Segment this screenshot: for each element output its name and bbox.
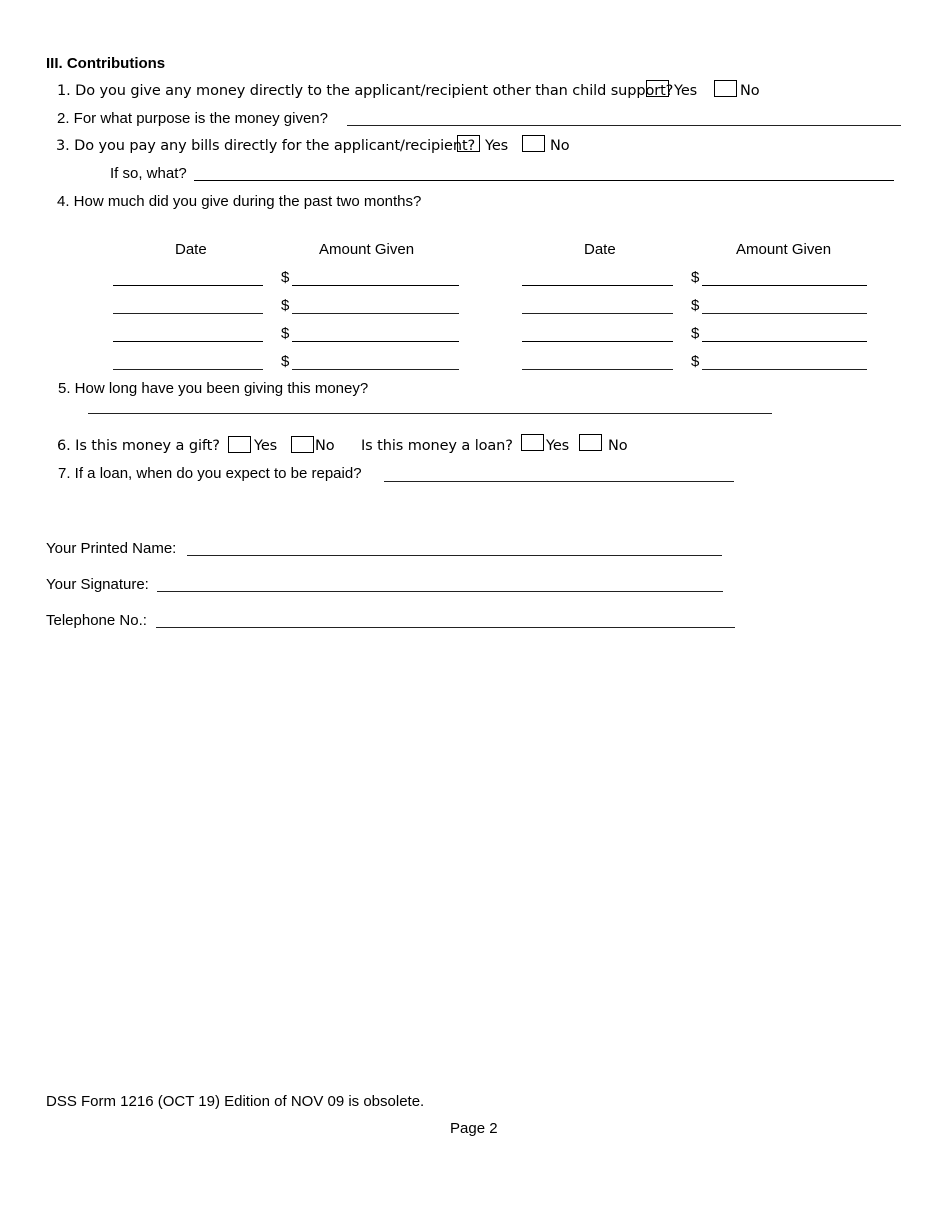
question-6-gift-text: 6. Is this money a gift? [57, 438, 220, 454]
date-left-line[interactable] [113, 285, 263, 286]
amount-left-line[interactable] [292, 285, 459, 286]
section-title: III. Contributions [46, 55, 166, 72]
date-left-line[interactable] [113, 313, 263, 314]
currency-sign: $ [691, 297, 700, 314]
q2-answer-line[interactable] [347, 125, 901, 126]
q3-no-label: No [550, 138, 570, 154]
telephone-line[interactable] [156, 627, 735, 628]
q3-followup-label: If so, what? [110, 165, 187, 182]
q6-loan-yes-label: Yes [546, 438, 570, 454]
signature-label: Your Signature: [46, 576, 149, 593]
q1-yes-checkbox[interactable] [646, 80, 669, 97]
currency-sign: $ [691, 325, 700, 342]
q3-followup-line[interactable] [194, 180, 894, 181]
printed-name-line[interactable] [187, 555, 722, 556]
signature-line[interactable] [157, 591, 723, 592]
question-4-text: 4. How much did you give during the past two months? [57, 193, 422, 210]
col-amount-right-header: Amount Given [736, 241, 832, 258]
q1-yes-label: Yes [674, 83, 698, 99]
telephone-label: Telephone No.: [46, 612, 147, 629]
q6-gift-yes-label: Yes [254, 438, 278, 454]
col-date-right-header: Date [584, 241, 616, 258]
question-6-loan-text: Is this money a loan? [361, 438, 513, 454]
question-7-text: 7. If a loan, when do you expect to be repaid? [58, 465, 362, 482]
amount-right-line[interactable] [702, 369, 867, 370]
question-2-text: 2. For what purpose is the money given? [57, 110, 328, 127]
question-5-text: 5. How long have you been giving this money? [58, 380, 369, 397]
printed-name-label: Your Printed Name: [46, 540, 177, 557]
amount-right-line[interactable] [702, 313, 867, 314]
q6-gift-no-checkbox[interactable] [291, 436, 314, 453]
amount-left-line[interactable] [292, 369, 459, 370]
q6-loan-yes-checkbox[interactable] [521, 434, 544, 451]
currency-sign: $ [691, 353, 700, 370]
q5-answer-line[interactable] [88, 413, 772, 414]
page-number: Page 2 [450, 1120, 498, 1137]
q3-no-checkbox[interactable] [522, 135, 545, 152]
date-left-line[interactable] [113, 341, 263, 342]
question-1-text: 1. Do you give any money directly to the applicant/recipient other than child support? [57, 83, 674, 99]
q1-no-checkbox[interactable] [714, 80, 737, 97]
currency-sign: $ [691, 269, 700, 286]
date-right-line[interactable] [522, 313, 673, 314]
currency-sign: $ [281, 297, 290, 314]
q3-yes-checkbox[interactable] [457, 135, 480, 152]
question-3-text: 3. Do you pay any bills directly for the applicant/recipient? [56, 138, 476, 154]
col-date-left-header: Date [175, 241, 207, 258]
q6-loan-no-checkbox[interactable] [579, 434, 602, 451]
date-right-line[interactable] [522, 341, 673, 342]
q6-gift-yes-checkbox[interactable] [228, 436, 251, 453]
q6-gift-no-label: No [315, 438, 335, 454]
q7-answer-line[interactable] [384, 481, 734, 482]
form-id-footer: DSS Form 1216 (OCT 19) Edition of NOV 09 is obsolete. [46, 1093, 425, 1110]
date-left-line[interactable] [113, 369, 263, 370]
currency-sign: $ [281, 325, 290, 342]
amount-right-line[interactable] [702, 341, 867, 342]
amount-left-line[interactable] [292, 341, 459, 342]
date-right-line[interactable] [522, 285, 673, 286]
currency-sign: $ [281, 269, 290, 286]
col-amount-left-header: Amount Given [319, 241, 415, 258]
amount-right-line[interactable] [702, 285, 867, 286]
currency-sign: $ [281, 353, 290, 370]
date-right-line[interactable] [522, 369, 673, 370]
q3-yes-label: Yes [485, 138, 509, 154]
amount-left-line[interactable] [292, 313, 459, 314]
q6-loan-no-label: No [608, 438, 628, 454]
q1-no-label: No [740, 83, 760, 99]
